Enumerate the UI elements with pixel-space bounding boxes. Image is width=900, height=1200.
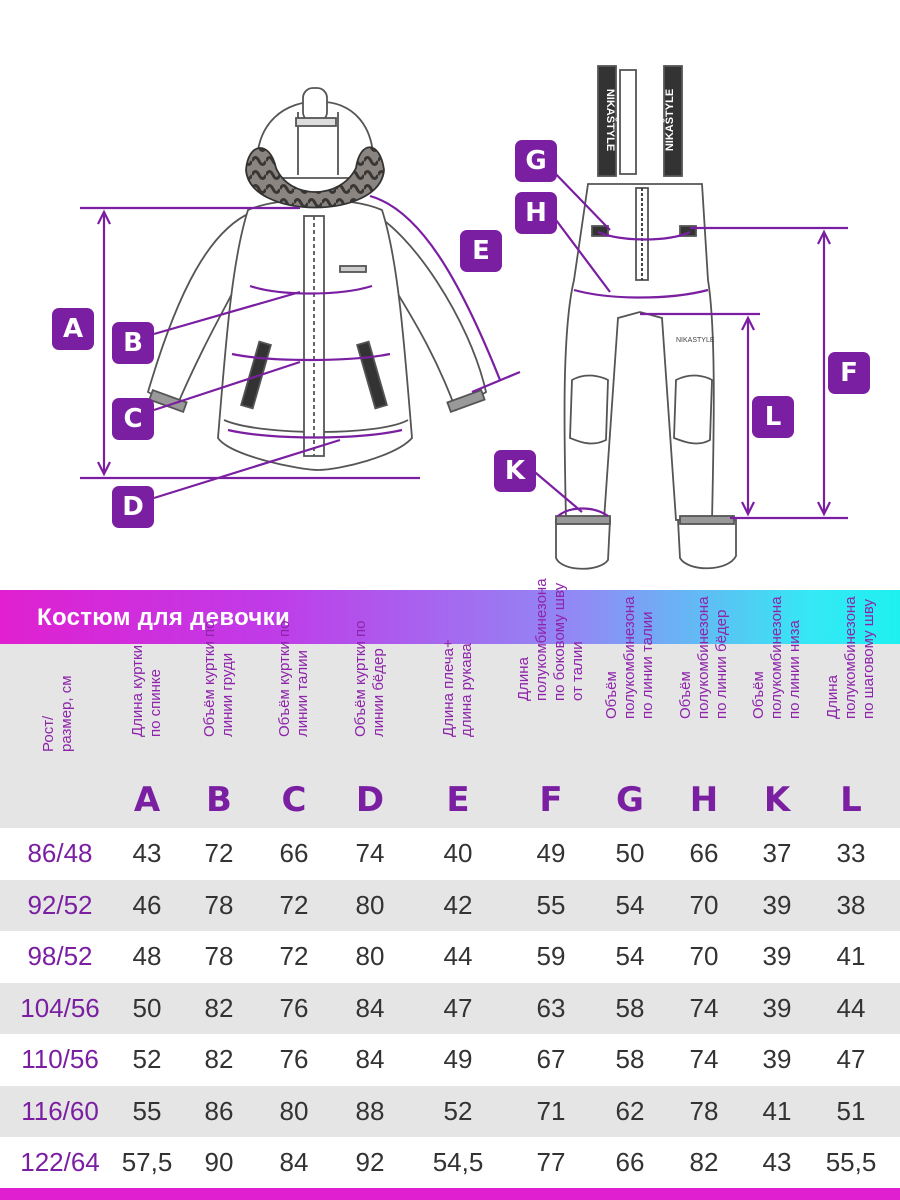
header-label-line: линии талии [294,650,311,737]
header-cell [21,644,95,828]
header-label-line: Объём [603,671,620,719]
header-cell [514,578,588,828]
header-letter: K [763,780,791,820]
header-label-line: полукомбинезона [533,578,550,701]
header-cell [110,644,184,828]
header-label-line: полукомбинезона [842,596,859,719]
header-letter: L [840,780,862,820]
value-cell: 54,5 [432,1147,484,1177]
value-cell: 66 [279,838,309,868]
header-label-line: длина рукава [458,643,475,737]
value-cell: 46 [132,889,162,920]
value-cell: 40 [443,838,473,868]
value-cell: 54 [615,889,645,920]
size-cell: 86/48 [27,838,93,868]
header-letter: E [446,780,470,820]
value-cell: 49 [443,1044,473,1074]
header-label-line: линии груди [219,652,236,737]
size-cell: 92/52 [27,889,93,920]
value-cell: 47 [836,1044,866,1074]
header-cell [333,620,407,828]
table-row [0,931,900,983]
header-cell [257,620,331,828]
value-cell: 47 [443,992,473,1023]
value-cell: 38 [836,889,866,920]
header-label-line: полукомбинезона [621,596,638,719]
value-cell: 88 [355,1095,385,1126]
table-row [0,828,900,880]
header-cell [182,620,256,828]
marker-c: C [112,398,154,440]
header-label-line: Объём куртки по [276,620,293,737]
header-label-line: Длина куртки [129,645,146,737]
value-cell: 49 [536,838,566,868]
value-cell: 66 [689,838,719,868]
value-cell: 44 [443,941,473,971]
table-row [0,1034,900,1086]
header-label-line: размер, см [58,675,75,752]
header-label-line: по спинке [147,669,164,737]
value-cell: 41 [836,941,866,971]
header-label [276,621,312,737]
value-cell: 74 [689,992,719,1023]
value-cell: 39 [762,889,792,920]
strap-label-right: NIKAŠTYLE [664,88,676,152]
header-label [129,645,165,737]
value-cell: 55 [536,889,566,920]
value-cell: 39 [762,992,792,1023]
value-cell: 57,5 [121,1147,173,1177]
table-row [0,983,900,1035]
header-label [201,621,237,737]
header-letter: A [133,780,161,820]
value-cell: 74 [355,838,385,868]
header-cell [740,596,814,828]
header-letter: G [616,780,644,820]
marker-l: L [752,396,794,438]
value-cell: 59 [536,941,566,971]
value-cell: 86 [204,1095,234,1126]
header-letter: H [689,780,719,820]
overalls-illustration [556,66,736,569]
value-cell: 80 [279,1095,309,1126]
header-label-line: Длина [824,675,841,719]
header-letter: F [539,780,563,820]
header-label-line: по шаговому шву [860,599,877,719]
size-cell: 122/64 [20,1147,100,1177]
size-diagram [0,0,900,590]
value-cell: 43 [762,1147,792,1177]
value-cell: 44 [836,992,866,1023]
header-label-line: Рост/ [40,715,57,752]
marker-d: D [112,486,154,528]
value-cell: 92 [355,1147,385,1177]
value-cell: 39 [762,1044,792,1074]
marker-k: K [494,450,536,492]
header-label-line: от талии [569,641,586,701]
value-cell: 48 [132,941,162,971]
value-cell: 43 [132,838,162,868]
value-cell: 66 [615,1147,645,1177]
value-cell: 52 [443,1095,473,1126]
marker-e: E [460,230,502,272]
marker-g: G [515,140,557,182]
value-cell: 84 [355,992,385,1023]
header-label-line: Длина [515,657,532,701]
size-cell: 110/56 [21,1044,99,1074]
value-cell: 72 [204,838,234,868]
value-cell: 72 [279,889,309,920]
header-label-line: Объём куртки по [201,620,218,737]
marker-a: A [52,308,94,350]
marker-h: H [515,192,557,234]
value-cell: 41 [762,1095,792,1126]
strap-label-left: NIKAŠTYLE [604,88,616,152]
header-label-line: Объём [677,671,694,719]
value-cell: 58 [615,1044,645,1074]
table-row [0,1137,900,1189]
value-cell: 78 [689,1095,719,1126]
value-cell: 63 [536,992,566,1023]
value-cell: 76 [279,1044,309,1074]
value-cell: 54 [615,941,645,971]
table-row [0,880,900,932]
value-cell: 39 [762,941,792,971]
value-cell: 67 [536,1044,566,1074]
size-cell: 116/60 [21,1095,99,1126]
value-cell: 50 [132,992,162,1023]
value-cell: 82 [689,1147,719,1177]
value-cell: 42 [443,889,473,920]
value-cell: 71 [536,1095,566,1126]
size-cell: 98/52 [27,941,93,971]
header-letter: B [206,780,232,820]
header-label-line: полукомбинезона [768,596,785,719]
header-letter: D [355,780,385,820]
value-cell: 80 [355,889,385,920]
value-cell: 62 [615,1095,645,1126]
header-label-line: по боковому шву [551,582,568,701]
value-cell: 70 [689,889,719,920]
header-cell [667,596,741,828]
value-cell: 51 [836,1095,866,1126]
header-cell [814,596,888,828]
value-cell: 55 [132,1095,162,1126]
value-cell: 82 [204,1044,234,1074]
header-label-line: полукомбинезона [695,596,712,719]
header-label [515,578,587,701]
value-cell: 55,5 [825,1147,877,1177]
value-cell: 50 [615,838,645,868]
header-label [40,675,76,752]
header-label-line: по линии бёдер [713,609,730,719]
value-cell: 33 [836,838,866,868]
value-cell: 78 [204,889,234,920]
value-cell: 84 [279,1147,309,1177]
header-cell [593,596,667,828]
value-cell: 70 [689,941,719,971]
header-label [824,596,878,719]
header-label-line: Объём [750,671,767,719]
header-label-line: по линии низа [786,620,803,719]
header-cell [421,639,495,828]
bottom-accent-bar [0,1188,900,1200]
size-cell: 104/56 [20,992,100,1023]
header-label-line: Объём куртки по [352,620,369,737]
header-label-line: Длина плеча+ [440,639,457,737]
header-label [352,621,388,737]
value-cell: 90 [204,1147,234,1177]
brand-label: NIKASTYLE [676,337,715,344]
value-cell: 84 [355,1044,385,1074]
table-title: Костюм для девочки [37,604,291,631]
header-label-line: линии бёдер [370,648,387,737]
header-label [440,639,476,737]
value-cell: 78 [204,941,234,971]
value-cell: 74 [689,1044,719,1074]
value-cell: 37 [762,838,792,868]
header-label [750,596,804,719]
value-cell: 82 [204,992,234,1023]
marker-f: F [828,352,870,394]
value-cell: 58 [615,992,645,1023]
jacket-illustration [148,88,486,470]
value-cell: 76 [279,992,309,1023]
value-cell: 72 [279,941,309,971]
value-cell: 77 [536,1147,566,1177]
value-cell: 52 [132,1044,162,1074]
header-label-line: по линии талии [639,611,656,719]
value-cell: 80 [355,941,385,971]
header-letter: C [281,780,307,820]
header-label [677,596,731,719]
table-row [0,1086,900,1138]
marker-b: B [112,322,154,364]
header-label [603,596,657,719]
